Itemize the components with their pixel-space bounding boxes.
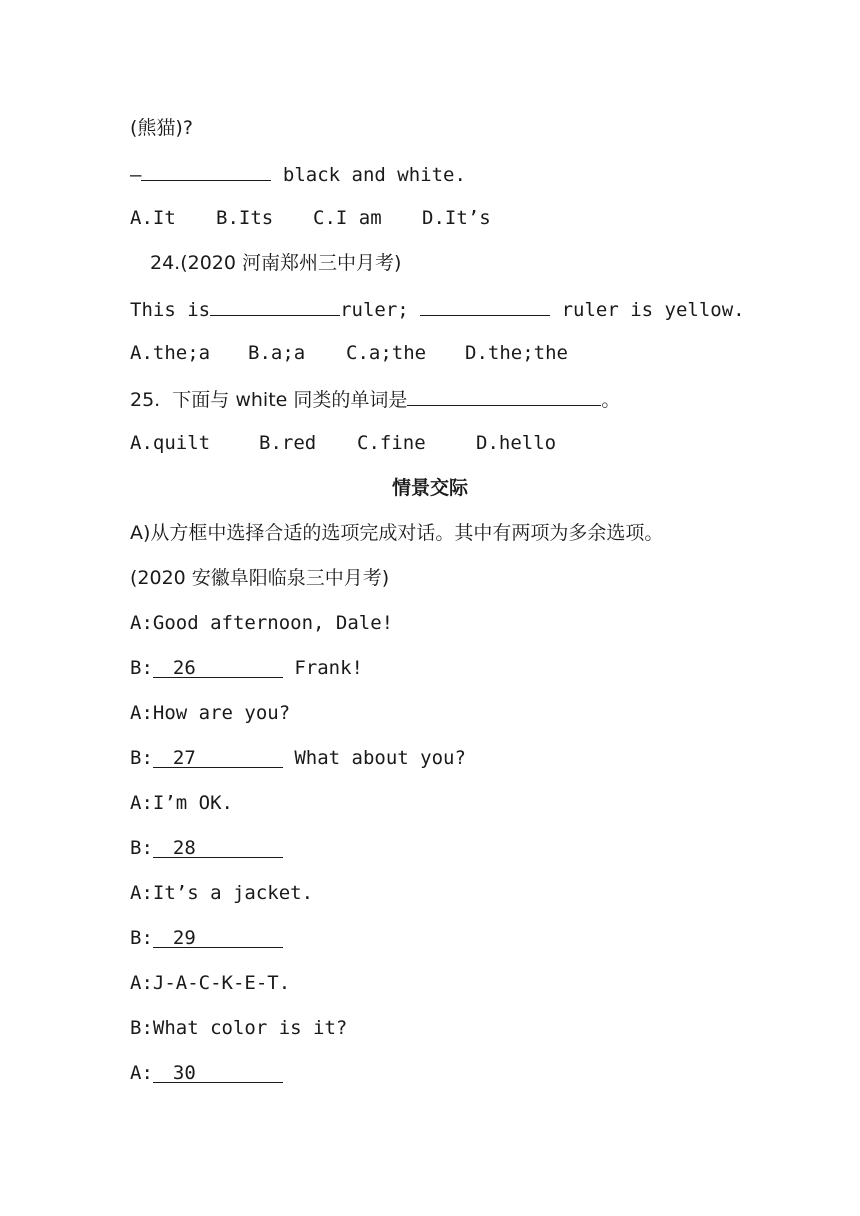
q25-suffix: 。 [601, 389, 621, 411]
q25-stem [130, 386, 620, 410]
answer-blank [141, 161, 271, 181]
speaker-label: A: [130, 1062, 153, 1084]
speaker-label: B: [130, 837, 153, 859]
section-title: 情景交际 [391, 477, 468, 499]
q23-stem-text: black and white. [271, 164, 466, 186]
dialogue-line [130, 926, 283, 950]
answer-blank [420, 296, 550, 316]
q23-options [130, 206, 491, 230]
dialogue-line: A:Good afternoon, Dale! [130, 612, 394, 634]
option-a: A.It [130, 207, 176, 229]
option-d: D.It’s [422, 207, 491, 229]
dialogue-after: Frank! [282, 657, 363, 679]
dialogue-line [130, 836, 283, 860]
option-b: B.a;a [248, 342, 306, 364]
dialogue-line [130, 746, 466, 770]
option-d: D.the;the [465, 342, 568, 364]
option-c: C.a;the [346, 342, 427, 364]
dialogue-line [130, 656, 363, 680]
section-source: (2020 安徽阜阳临泉三中月考) [130, 567, 390, 589]
section-instruction: A)从方框中选择合适的选项完成对话。其中有两项为多余选项。 [130, 522, 664, 544]
dialogue-line [130, 1061, 283, 1085]
option-d: D.hello [476, 432, 557, 454]
answer-blank [210, 296, 340, 316]
q24-header: 24.(2020 河南郑州三中月考) [150, 252, 402, 274]
dialogue-line: A:How are you? [130, 702, 291, 724]
q25-options [130, 431, 556, 455]
answer-blank [407, 386, 601, 406]
dialogue-line: A:J-A-C-K-E-T. [130, 972, 291, 994]
numbered-blank: 30 [153, 1061, 283, 1083]
option-b: B.Its [216, 207, 274, 229]
speaker-label: B: [130, 927, 153, 949]
dialogue-line: A:I’m OK. [130, 792, 233, 814]
q23-stem [130, 161, 466, 185]
dash: — [130, 164, 142, 186]
numbered-blank: 29 [153, 926, 283, 948]
q25-prefix: 25. 下面与 white 同类的单词是 [130, 389, 408, 411]
q23-continuation: (熊猫)? [130, 117, 193, 139]
option-a: A.the;a [130, 342, 211, 364]
numbered-blank: 28 [153, 836, 283, 858]
option-b: B.red [259, 432, 317, 454]
q24-stem [130, 296, 745, 320]
numbered-blank: 27 [153, 746, 283, 768]
speaker-label: B: [130, 747, 153, 769]
q24-part1: This is [130, 299, 211, 321]
option-c: C.I am [313, 207, 382, 229]
numbered-blank: 26 [153, 656, 283, 678]
dialogue-line: A:It’s a jacket. [130, 882, 314, 904]
speaker-label: B: [130, 657, 153, 679]
q24-options [130, 341, 568, 365]
q24-part2: ruler; [340, 299, 421, 321]
option-a: A.quilt [130, 432, 211, 454]
dialogue-line: B:What color is it? [130, 1017, 348, 1039]
option-c: C.fine [357, 432, 426, 454]
dialogue-after: What about you? [282, 747, 466, 769]
q24-part3: ruler is yellow. [550, 299, 745, 321]
